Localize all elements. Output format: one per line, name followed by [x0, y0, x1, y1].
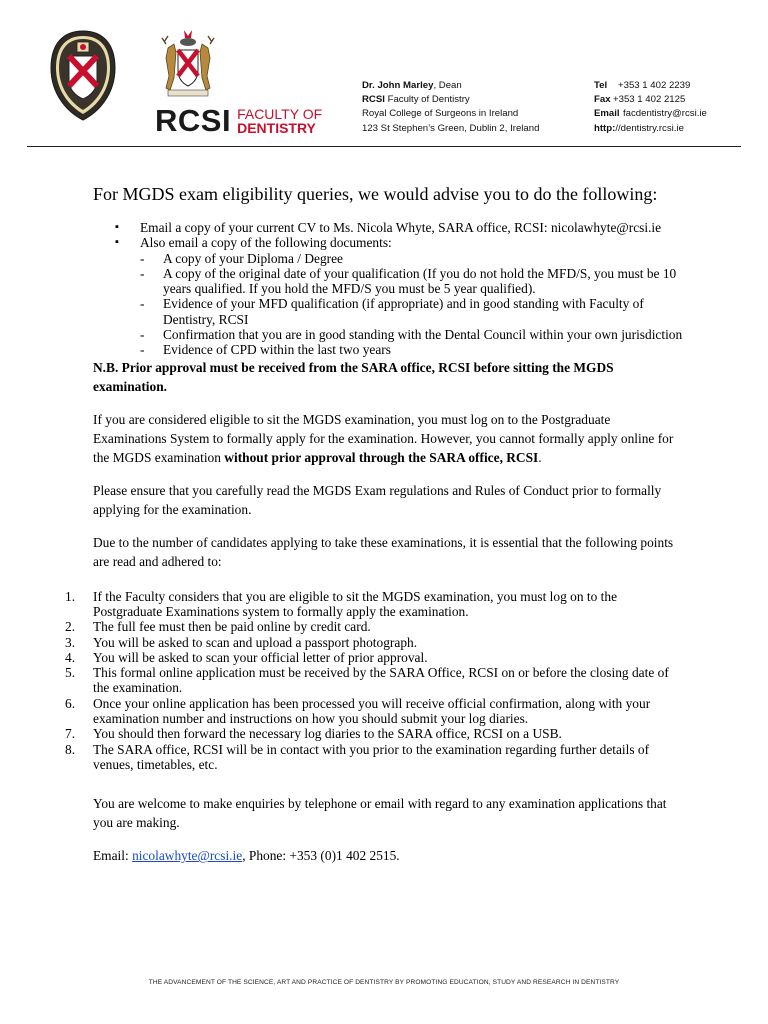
document-item: - Evidence of your MFD qualification (if appropriate) and in good standing with Faculty of Dentistry, RCSI	[140, 296, 683, 327]
header-divider	[27, 146, 741, 147]
step-number: 7.	[65, 726, 76, 742]
document-item: - Evidence of CPD within the last two years	[140, 342, 683, 357]
document-item: - A copy of your Diploma / Degree	[140, 251, 683, 266]
web-label: http:	[594, 122, 616, 134]
step-item	[65, 589, 683, 620]
paragraph-regulations: Please ensure that you carefully read the MGDS Exam regulations and Rules of Conduct prior to formally applying for the examination.	[93, 482, 662, 517]
letter-body	[65, 183, 683, 865]
rcsi-arms-crest-icon	[160, 28, 216, 100]
college-line: Royal College of Surgeons in Ireland	[362, 108, 519, 120]
brand-rcsi-text: RCSI	[155, 103, 232, 138]
step-text: The SARA office, RCSI will be in contact with you prior to the examination regarding further details of venues, timetables, etc.	[93, 741, 650, 772]
step-text: You should then forward the necessary log diaries to the SARA office, RCSI on a USB.	[93, 726, 562, 742]
advice-item-cv: ▪ Email a copy of your current CV to Ms. Nicola Whyte, SARA office, RCSI: nicolawhyte@rcsi.ie	[93, 220, 683, 235]
documents-list	[140, 251, 683, 358]
step-item	[65, 650, 683, 665]
intro-heading: For MGDS exam eligibility queries, we would advise you to do the following:	[93, 184, 658, 204]
eligibility-bold: without prior approval through the SARA office, RCSI	[224, 449, 539, 465]
fax-value: +353 1 402 2125	[613, 94, 686, 106]
fax-line	[594, 93, 707, 107]
letterhead-address	[362, 79, 539, 136]
step-number: 3.	[65, 634, 76, 650]
eligibility-text: If you are considered eligible to sit the MGDS examination, you must log on to the Postgraduate Examinations System to formally apply for the examination. However, you cannot formally apply online for the MGDS examination	[93, 411, 674, 465]
step-item	[65, 619, 683, 634]
contact-phone: , Phone: +353 (0)1 402 2515.	[242, 848, 400, 864]
document-item: - A copy of the original date of your qualification (If you do not hold the MFD/S, you must be 10 years qualified. If you hold the MFD/S you must be 5 year qualified).	[140, 266, 683, 297]
step-number: 4.	[65, 649, 76, 665]
footer-tagline: THE ADVANCEMENT OF THE SCIENCE, ART AND PRACTICE OF DENTISTRY BY PROMOTING EDUCATION, STUDY AND RESEARCH IN DENTISTRY	[148, 979, 620, 986]
step-number: 2.	[65, 619, 76, 635]
brand-faculty-text	[237, 107, 322, 135]
step-item	[65, 665, 683, 696]
email-label: Email	[594, 108, 620, 120]
email-value: facdentistry@rcsi.ie	[623, 108, 707, 120]
step-text: If the Faculty considers that you are eligible to sit the MGDS examination, you must log on to the Postgraduate Examinations system to formally apply the examination.	[93, 588, 618, 619]
step-text: You will be asked to scan your official letter of prior approval.	[93, 649, 428, 665]
dean-name: Dr. John Marley	[362, 80, 434, 91]
brand-faculty-line: FACULTY OF	[237, 106, 323, 122]
step-item	[65, 635, 683, 650]
dean-title: , Dean	[433, 80, 462, 91]
documents-intro: Also email a copy of the following documents:	[140, 235, 392, 251]
contact-email-label: Email:	[93, 848, 133, 864]
steps-list	[65, 589, 683, 773]
faculty-line-bold: RCSI	[362, 94, 385, 106]
contact-email-link[interactable]: nicolawhyte@rcsi.ie	[132, 848, 243, 864]
paragraph-candidates: Due to the number of candidates applying to take these examinations, it is essential that the following points are read and adhered to:	[93, 534, 674, 569]
rcsi-brand-logo	[155, 104, 322, 138]
eligibility-end: .	[538, 449, 542, 465]
faculty-line	[362, 93, 539, 107]
faculty-line-rest: Faculty of Dentistry	[384, 94, 470, 106]
step-text: The full fee must then be paid online by credit card.	[93, 619, 371, 635]
web-line	[594, 122, 707, 136]
street-address-line: 123 St Stephen’s Green, Dublin 2, Ireland	[362, 122, 540, 134]
contact-line	[93, 846, 678, 865]
step-text: You will be asked to scan and upload a passport photograph.	[93, 634, 418, 650]
paragraph-enquiries: You are welcome to make enquiries by telephone or email with regard to any examination applications that you are making.	[93, 796, 667, 831]
document-item: - Confirmation that you are in good standing with the Dental Council within your own jurisdiction	[140, 327, 683, 342]
tel-value: +353 1 402 2239	[618, 80, 691, 91]
tel-line	[594, 79, 707, 93]
letterhead-contact	[594, 79, 707, 136]
nb-notice: N.B. Prior approval must be received from the SARA office, RCSI before sitting the MGDS examination.	[93, 359, 614, 394]
step-number: 8.	[65, 741, 76, 757]
step-number: 1.	[65, 588, 76, 604]
step-text: This formal online application must be received by the SARA Office, RCSI on or before the closing date of the examination.	[93, 665, 669, 696]
step-item	[65, 742, 683, 773]
rcsi-college-crest-icon	[47, 28, 119, 124]
dean-line	[362, 79, 539, 93]
advice-list	[93, 220, 683, 358]
tel-label: Tel	[594, 80, 608, 91]
step-item	[65, 726, 683, 741]
web-value: //dentistry.rcsi.ie	[615, 122, 684, 134]
fax-label: Fax	[594, 94, 611, 106]
step-item	[65, 696, 683, 727]
step-number: 5.	[65, 665, 76, 681]
step-text: Once your online application has been processed you will receive official confirmation, along with your examination number and instructions on how you should submit your log diaries.	[93, 695, 651, 727]
paragraph-eligibility	[93, 410, 678, 467]
step-number: 6.	[65, 695, 76, 711]
advice-item-documents	[93, 235, 683, 357]
brand-dentistry-line: DENTISTRY	[237, 120, 316, 136]
email-line	[594, 107, 707, 121]
